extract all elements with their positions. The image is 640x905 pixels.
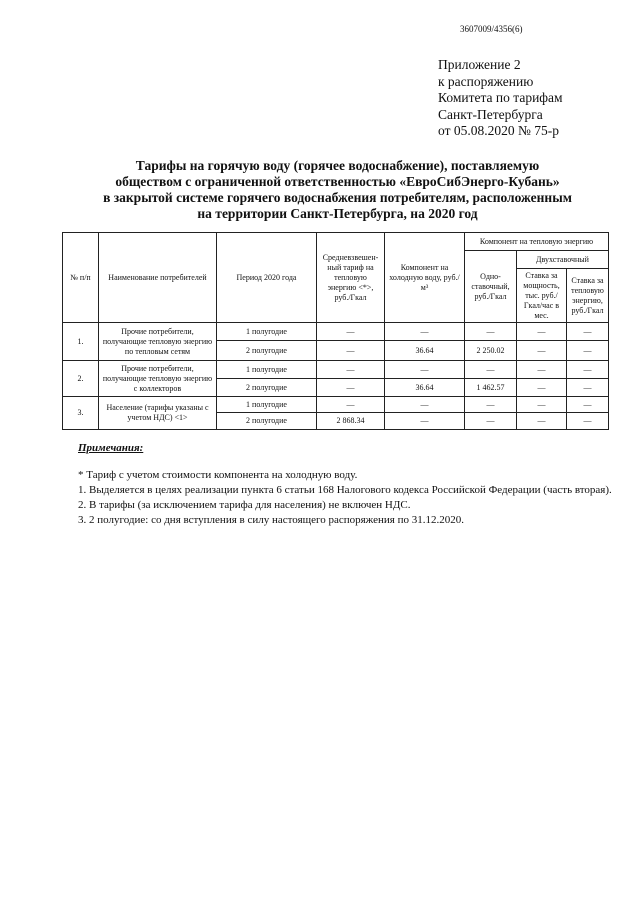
header-num: № п/п (63, 233, 99, 323)
appendix-date-line: от 05.08.2020 № 75-р (438, 123, 559, 138)
appendix-line: Комитета по тарифам (438, 90, 563, 105)
cell-capacity-rate: — (517, 379, 567, 397)
cell-cold-water: — (385, 397, 465, 413)
tariff-table (62, 232, 609, 430)
cell-energy-rate: — (567, 397, 609, 413)
header-consumers: Наименование потребителей (99, 233, 217, 323)
note-item: 2. В тарифы (за исключением тарифа для населения) не включен НДС. (78, 499, 411, 511)
row-consumer-name: Прочие потребители, получающие тепловую энергию с коллекторов (99, 361, 217, 397)
cell-energy-rate: — (567, 379, 609, 397)
note-item: 1. Выделяется в целях реализации пункта 6 статьи 168 Налогового кодекса Российской Федерации (часть вторая). (78, 484, 612, 496)
appendix-line: Санкт-Петербурга (438, 106, 543, 122)
header-single-rate: Одно-ставочный, руб./Гкал (465, 251, 517, 323)
table-row (63, 397, 609, 413)
row-num: 3. (63, 397, 99, 430)
header-capacity-rate: Ставка за мощность, тыс. руб./Гкал/час в мес. (517, 269, 567, 323)
table-row (63, 361, 609, 379)
notes-block (78, 441, 612, 528)
row-consumer-name: Население (тарифы указаны с учетом НДС) <1> (99, 397, 217, 430)
header-avg-tariff: Средневзвешен-ный тариф на тепловую энергию <*>, руб./Гкал (317, 233, 385, 323)
cell-single-rate: — (465, 323, 517, 341)
cell-avg-tariff: — (317, 379, 385, 397)
cell-energy-rate: — (567, 361, 609, 379)
title-line: в закрытой системе горячего водоснабжения потребителям, расположенным (103, 190, 572, 205)
cell-period: 2 полугодие (217, 341, 317, 361)
cell-avg-tariff: — (317, 341, 385, 361)
cell-capacity-rate: — (517, 397, 567, 413)
row-num: 1. (63, 323, 99, 361)
cell-cold-water: — (385, 323, 465, 341)
cell-energy-rate: — (567, 341, 609, 361)
note-item: * Тариф с учетом стоимости компонента на холодную воду. (78, 469, 358, 481)
header-two-rate: Двухставочный (517, 251, 609, 269)
cell-avg-tariff: — (317, 361, 385, 379)
cell-single-rate: — (465, 413, 517, 430)
cell-single-rate: 1 462.57 (465, 379, 517, 397)
cell-single-rate: — (465, 397, 517, 413)
cell-cold-water: — (385, 361, 465, 379)
header-energy-rate: Ставка за тепловую энергию, руб./Гкал (567, 269, 609, 323)
cell-capacity-rate: — (517, 413, 567, 430)
cell-capacity-rate: — (517, 323, 567, 341)
cell-period: 2 полугодие (217, 379, 317, 397)
header-thermal-component: Компонент на тепловую энергию (465, 233, 609, 251)
title-line: обществом с ограниченной ответственностью «ЕвроСибЭнерго-Кубань» (115, 174, 560, 189)
header-cold-water: Компонент на холодную воду, руб./м³ (385, 233, 465, 323)
appendix-block (438, 57, 563, 140)
cell-capacity-rate: — (517, 361, 567, 379)
cell-single-rate: 2 250.02 (465, 341, 517, 361)
title-line: на территории Санкт-Петербурга, на 2020 год (197, 206, 478, 221)
cell-energy-rate: — (567, 323, 609, 341)
note-item: 3. 2 полугодие: со дня вступления в силу настоящего распоряжения по 31.12.2020. (78, 514, 464, 526)
appendix-line: Приложение 2 (438, 57, 521, 72)
cell-single-rate: — (465, 361, 517, 379)
row-num: 2. (63, 361, 99, 397)
cell-capacity-rate: — (517, 341, 567, 361)
table-row (63, 323, 609, 341)
cell-period: 1 полугодие (217, 323, 317, 341)
cell-avg-tariff: — (317, 323, 385, 341)
cell-energy-rate: — (567, 413, 609, 430)
cell-avg-tariff: — (317, 397, 385, 413)
document-number: 3607009/4356(6) (460, 24, 523, 34)
cell-avg-tariff: 2 868.34 (317, 413, 385, 430)
cell-cold-water: 36.64 (385, 341, 465, 361)
row-consumer-name: Прочие потребители, получающие тепловую энергию по тепловым сетям (99, 323, 217, 361)
cell-cold-water: — (385, 413, 465, 430)
cell-period: 1 полугодие (217, 397, 317, 413)
notes-title: Примечания: (78, 442, 144, 454)
cell-period: 1 полугодие (217, 361, 317, 379)
cell-period: 2 полугодие (217, 413, 317, 430)
cell-cold-water: 36.64 (385, 379, 465, 397)
header-period: Период 2020 года (217, 233, 317, 323)
document-title (80, 158, 595, 222)
title-line: Тарифы на горячую воду (горячее водоснабжение), поставляемую (135, 158, 540, 173)
appendix-line: к распоряжению (438, 73, 534, 89)
